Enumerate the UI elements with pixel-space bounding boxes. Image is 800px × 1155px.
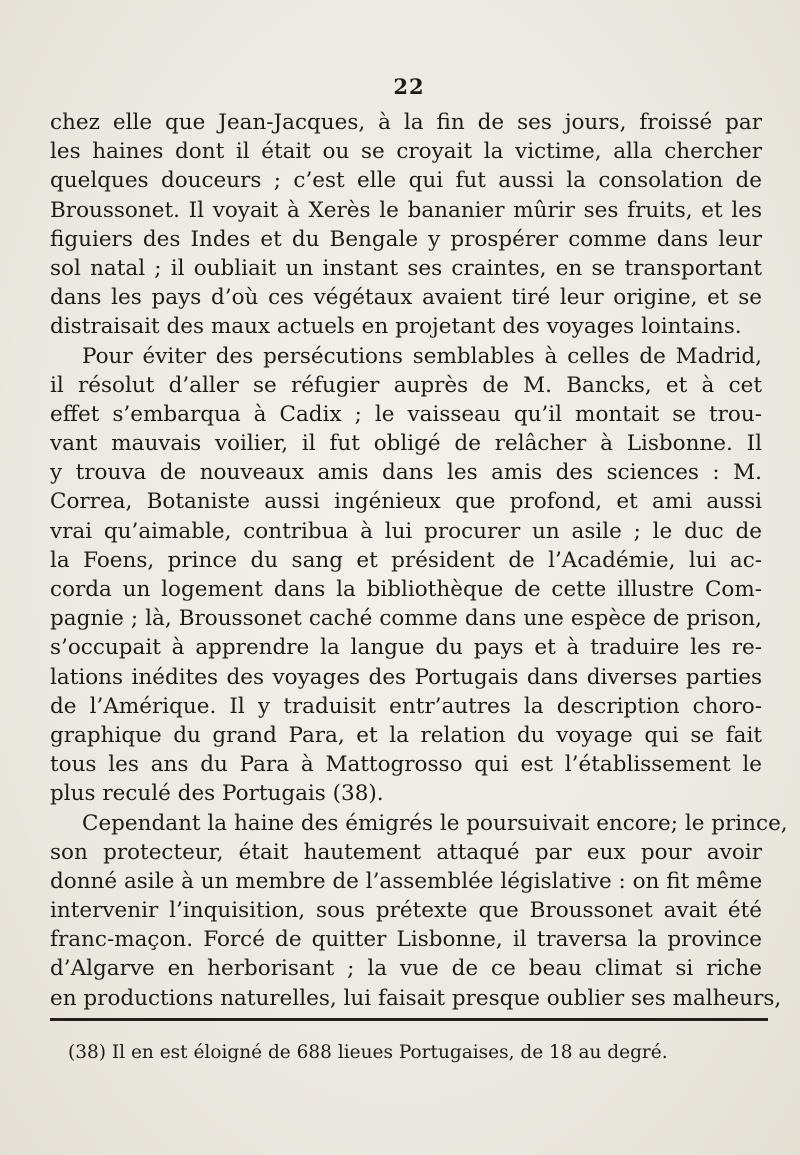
text-line: sol natal ; il oubliait un instant ses craintes, en se transportant — [50, 255, 762, 281]
text-line: s’occupait à apprendre la langue du pays et à traduire les re- — [50, 635, 762, 661]
text-line: son protecteur, était hautement attaqué par eux pour avoir — [50, 839, 762, 865]
text-line: tous les ans du Para à Mattogrosso qui est l’établissement le — [50, 752, 762, 778]
text-line: les haines dont il était ou se croyait la victime, alla chercher — [50, 139, 762, 165]
text-line: en productions naturelles, lui faisait presque oublier ses malheurs, — [50, 985, 782, 1011]
text-line: la Foens, prince du sang et président de l’Académie, lui ac- — [50, 547, 762, 573]
text-line: Correa, Botaniste aussi ingénieux que profond, et ami aussi — [50, 489, 762, 515]
body-text — [50, 108, 788, 1013]
text-line: effet s’embarqua à Cadix ; le vaisseau qu’il montait se trou- — [50, 401, 762, 427]
text-line: donné asile à un membre de l’assemblée législative : on fit même — [50, 868, 763, 894]
text-line: d’Algarve en herborisant ; la vue de ce beau climat si riche — [50, 956, 762, 982]
footnote-divider — [50, 1018, 768, 1021]
text-line: quelques douceurs ; c’est elle qui fut aussi la consolation de — [50, 168, 762, 194]
text-line: figuiers des Indes et du Bengale y prospérer comme dans leur — [50, 226, 762, 252]
footnote: (38) Il en est éloigné de 688 lieues Portugaises, de 18 au degré. — [68, 1042, 668, 1063]
text-line: corda un logement dans la bibliothèque de cette illustre Com- — [50, 577, 762, 602]
text-line: chez elle que Jean-Jacques, à la fin de ses jours, froissé par — [50, 110, 762, 135]
text-line: de l’Amérique. Il y traduisit entr’autres la description choro- — [50, 693, 762, 719]
text-line: Broussonet. Il voyait à Xerès le bananier mûrir ses fruits, et les — [50, 197, 762, 223]
text-line: vrai qu’aimable, contribua à lui procurer un asile ; le duc de — [50, 518, 762, 544]
text-line: dans les pays d’où ces végétaux avaient tiré leur origine, et se — [50, 285, 762, 311]
page-number: 22 — [393, 74, 425, 99]
text-line: franc-maçon. Forcé de quitter Lisbonne, il traversa la province — [50, 927, 762, 953]
text-line: distraisait des maux actuels en projetant des voyages lointains. — [50, 314, 742, 340]
text-line: plus reculé des Portugais (38). — [50, 781, 384, 807]
text-line: il résolut d’aller se réfugier auprès de M. Bancks, et à cet — [50, 372, 762, 398]
text-line: y trouva de nouveaux amis dans les amis des sciences : M. — [50, 460, 762, 486]
text-line: lations inédites des voyages des Portugais dans diverses parties — [50, 664, 762, 690]
text-line: pagnie ; là, Broussonet caché comme dans une espèce de prison, — [50, 606, 762, 632]
text-line: graphique du grand Para, et la relation du voyage qui se fait — [50, 722, 762, 748]
text-line: Cependant la haine des émigrés le poursuivait encore; le prince, — [82, 810, 788, 836]
text-line: vant mauvais voilier, il fut obligé de relâcher à Lisbonne. Il — [50, 431, 762, 457]
text-line: Pour éviter des persécutions semblables à celles de Madrid, — [82, 343, 762, 369]
text-line: intervenir l’inquisition, sous prétexte que Broussonet avait été — [50, 898, 762, 924]
